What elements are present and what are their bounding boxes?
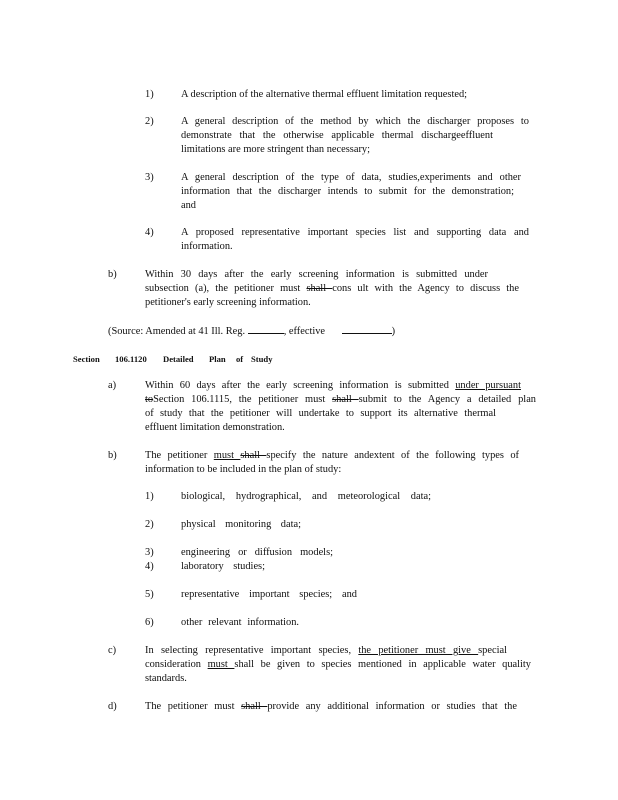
item-number: 4) xyxy=(145,227,154,238)
list-item xyxy=(181,588,357,602)
struck-text: shall xyxy=(240,450,267,461)
paragraph-b2 xyxy=(145,449,519,477)
text-line xyxy=(145,282,519,296)
text-line: petitioner's early screening information. xyxy=(145,297,311,308)
text: In selecting representative important species, xyxy=(145,645,359,656)
text: specify the nature andextent of the following types of xyxy=(266,450,519,461)
section-title: Detailed xyxy=(163,354,194,364)
source-mid: , effective xyxy=(283,326,326,337)
struck-text: shall xyxy=(332,394,359,405)
text-line: information. xyxy=(181,241,233,252)
section-number: 106.1120 xyxy=(115,354,147,364)
text: consideration xyxy=(145,659,208,670)
item-number: 2) xyxy=(145,116,154,127)
text-line: information that the discharger intends to submit for the demonstration; xyxy=(181,186,514,197)
list-item xyxy=(181,518,301,532)
item-number: 6) xyxy=(145,617,154,628)
item-number: 1) xyxy=(145,89,154,100)
text-line: A description of the alternative thermal effluent limitation requested; xyxy=(181,89,468,100)
paragraph-a xyxy=(145,379,536,435)
text-line: engineering or diffusion models; xyxy=(181,547,333,558)
text-line xyxy=(145,393,536,407)
list-item xyxy=(181,171,521,213)
source-prefix: (Source: Amended at 41 Ill. Reg. xyxy=(108,326,246,337)
text: subsection (a), the petitioner must xyxy=(145,283,307,294)
text-line: effluent limitation demonstration. xyxy=(145,422,285,433)
text: submit to the Agency a detailed plan xyxy=(358,394,536,405)
text-line: limitations are more stringent than necessary; xyxy=(181,144,370,155)
list-item xyxy=(181,88,506,102)
inserted-text: the petitioner must give xyxy=(358,645,479,656)
text-line: A proposed representative important species list and supporting data and xyxy=(181,227,529,238)
text: special xyxy=(478,645,507,656)
text-line: biological, hydrographical, and meteorological data; xyxy=(181,491,431,502)
blank-line xyxy=(248,324,284,334)
text-line: demonstrate that the otherwise applicable thermal dischargeeffluent xyxy=(181,130,493,141)
inserted-text: under pursuant xyxy=(455,380,521,391)
text: The petitioner xyxy=(145,450,214,461)
struck-text: shall xyxy=(241,701,268,712)
list-item xyxy=(181,490,431,504)
list-item xyxy=(181,546,333,560)
text: Section 106.1115, the petitioner must xyxy=(153,394,333,405)
paragraph-c xyxy=(145,644,531,686)
text-line: and xyxy=(181,200,197,211)
text-line: physical monitoring data; xyxy=(181,519,301,530)
text-line xyxy=(145,379,521,393)
text-line xyxy=(145,644,507,658)
list-item xyxy=(181,560,265,574)
text-line: representative important species; and xyxy=(181,589,357,600)
text-line: A general description of the type of data, studies,experiments and other xyxy=(181,172,521,183)
item-number: 3) xyxy=(145,547,154,558)
item-letter: a) xyxy=(108,380,117,391)
text-line: information to be included in the plan of study: xyxy=(145,464,342,475)
text: provide any additional information or studies that the xyxy=(267,701,517,712)
item-number: 5) xyxy=(145,589,154,600)
inserted-text: must xyxy=(207,659,235,670)
item-number: 1) xyxy=(145,491,154,502)
item-letter: b) xyxy=(108,450,117,461)
struck-text: shall xyxy=(306,283,333,294)
text-line xyxy=(145,449,519,463)
section-title: of xyxy=(236,354,244,364)
item-letter: c) xyxy=(108,645,117,656)
inserted-text: must xyxy=(213,450,241,461)
paragraph-b xyxy=(145,268,519,310)
text-line: other relevant information. xyxy=(181,617,299,628)
text: Within 60 days after the early screening information is submitted xyxy=(145,380,456,391)
struck-text: to xyxy=(145,394,154,405)
text: shall be given to species mentioned in applicable water quality xyxy=(234,659,531,670)
item-number: 2) xyxy=(145,519,154,530)
section-title: Study xyxy=(251,354,273,364)
text-line xyxy=(145,700,517,714)
text-line: A general description of the method by which the discharger proposes to xyxy=(181,116,529,127)
source-note xyxy=(108,324,395,339)
source-close: ) xyxy=(391,326,396,337)
item-letter: d) xyxy=(108,701,117,712)
item-number: 4) xyxy=(145,561,154,572)
section-label: Section xyxy=(73,354,100,364)
text: The petitioner must xyxy=(145,701,242,712)
text: cons ult with the Agency to discuss the xyxy=(332,283,519,294)
text-line: laboratory studies; xyxy=(181,561,265,572)
section-title: Plan xyxy=(209,354,226,364)
text-line xyxy=(145,658,531,672)
list-item xyxy=(181,226,529,254)
text-line: standards. xyxy=(145,673,187,684)
list-item xyxy=(181,616,299,630)
item-letter: b) xyxy=(108,269,117,280)
text-line: Within 30 days after the early screening information is submitted under xyxy=(145,269,488,280)
blank-line xyxy=(342,324,392,334)
list-item xyxy=(181,115,529,157)
item-number: 3) xyxy=(145,172,154,183)
paragraph-d xyxy=(145,700,517,714)
text-line: of study that the petitioner will undertake to support its alternative thermal xyxy=(145,408,496,419)
